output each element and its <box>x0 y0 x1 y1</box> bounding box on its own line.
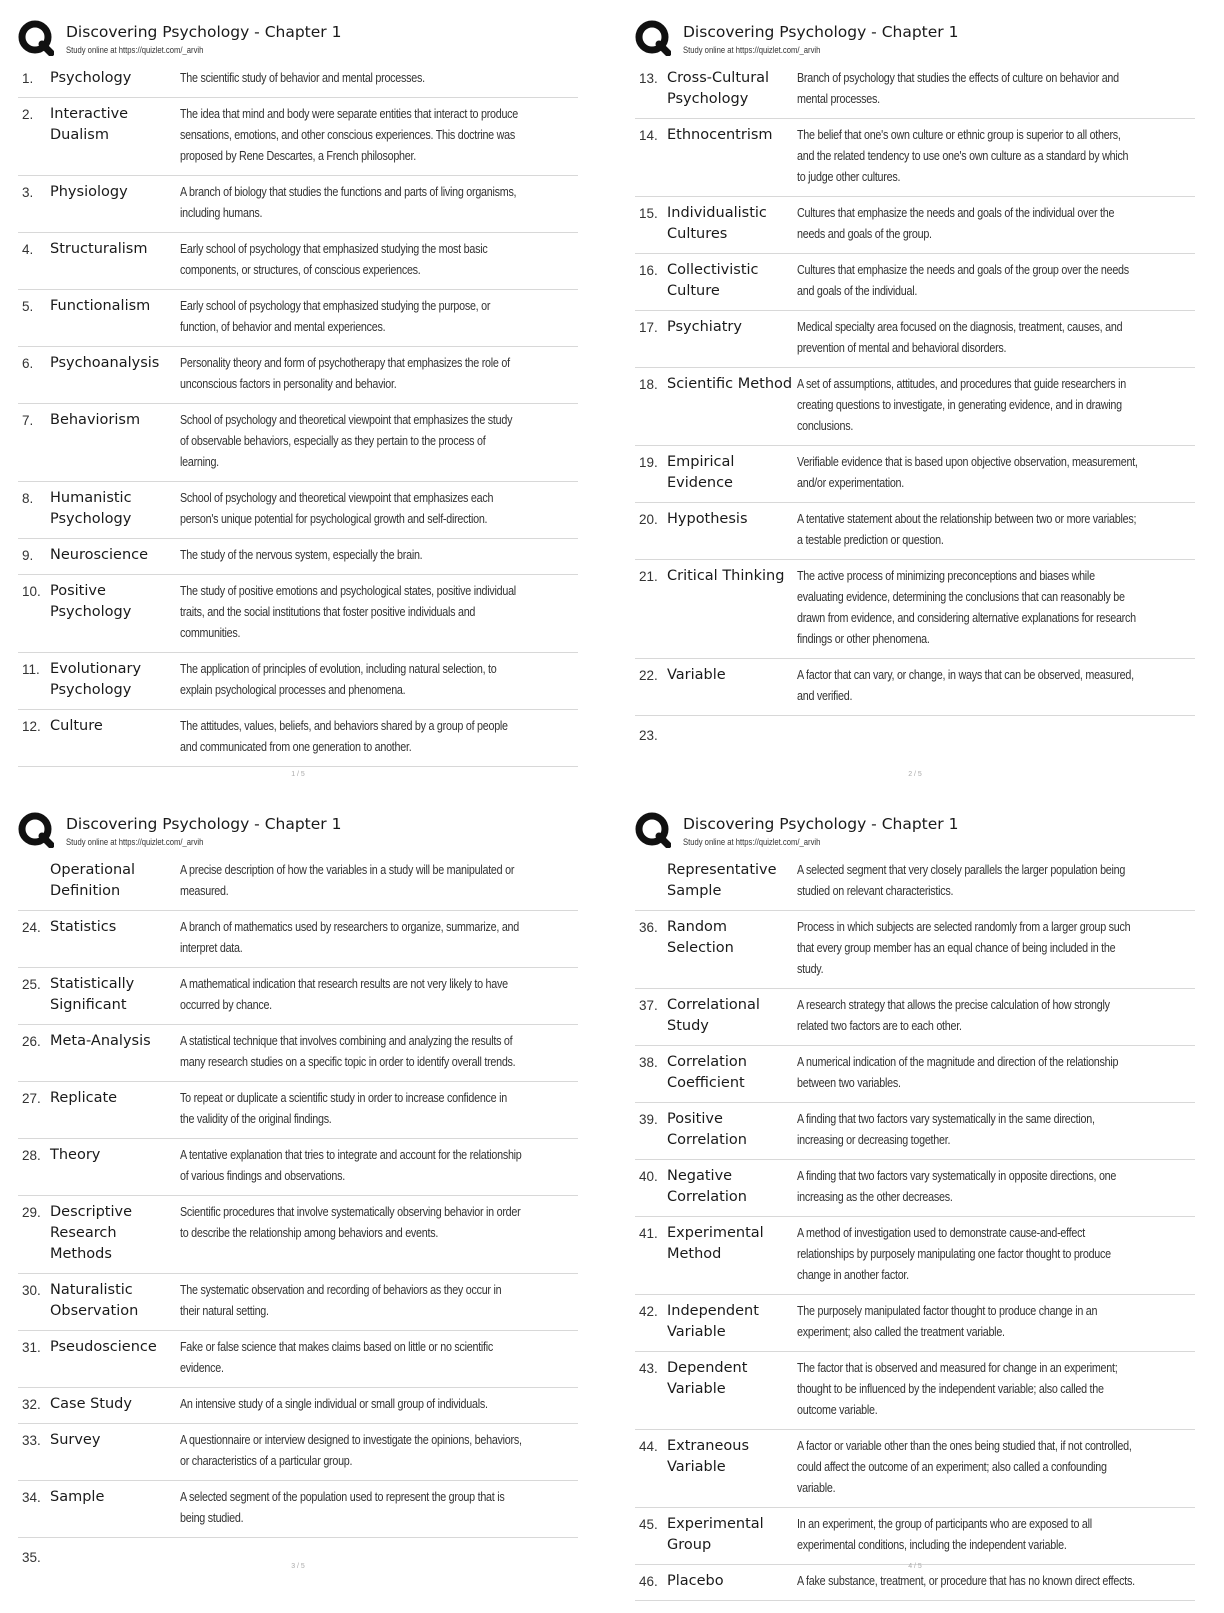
term-text: Functionalism <box>50 298 151 314</box>
term-text: Neuroscience <box>50 547 149 563</box>
term-number: 44. <box>639 1439 658 1454</box>
term-text: Statistics <box>50 919 117 935</box>
term-number: 14. <box>639 128 658 143</box>
quizlet-logo-icon <box>18 20 54 56</box>
term-text: Positive Correlation <box>667 1111 747 1148</box>
definition-text: Process in which subjects are selected randomly from a larger group such that every group member has an equal chance of being included in the study. <box>797 920 1131 976</box>
term-text: Collectivistic Culture <box>667 262 759 299</box>
term-list <box>18 854 578 1538</box>
term-row <box>18 176 578 233</box>
term-text: Individualistic Cultures <box>667 205 767 242</box>
term-number: 41. <box>639 1226 658 1241</box>
term-number: 1. <box>22 71 34 86</box>
term-number: 16. <box>639 263 658 278</box>
term-text: Meta-Analysis <box>50 1033 151 1049</box>
term-number: 40. <box>639 1169 658 1184</box>
page-number: 1 / 5 <box>291 771 305 778</box>
page-number: 4 / 5 <box>908 1563 922 1570</box>
page-header <box>635 18 1195 62</box>
definition-text: A research strategy that allows the precise calculation of how strongly related two factors are to each other. <box>797 998 1110 1033</box>
term-text: Random Selection <box>667 919 734 956</box>
term-number: 29. <box>22 1205 41 1220</box>
trailing-number: 35. <box>22 1550 41 1565</box>
term-text: Cross-Cultural Psychology <box>667 70 770 107</box>
definition-text: To repeat or duplicate a scientific study in order to increase confidence in the validity of the original findings. <box>180 1091 507 1126</box>
term-number: 24. <box>22 920 41 935</box>
term-text: Survey <box>50 1432 101 1448</box>
term-number: 32. <box>22 1397 41 1412</box>
term-row <box>18 1388 578 1424</box>
term-text: Positive Psychology <box>50 583 132 620</box>
study-online-link[interactable]: Study online at https://quizlet.com/_arvih <box>66 45 204 55</box>
quizlet-logo-icon <box>635 20 671 56</box>
definition-text: The attitudes, values, beliefs, and behaviors shared by a group of people and communicated from one generation to another. <box>180 719 508 754</box>
term-number: 45. <box>639 1517 658 1532</box>
term-row <box>18 347 578 404</box>
term-row <box>18 968 578 1025</box>
definition-text: The idea that mind and body were separate entities that interact to produce sensations, emotions, and other conscious experiences. This doctrine was proposed by Rene Descartes, a French philosopher. <box>180 107 519 163</box>
term-number: 39. <box>639 1112 658 1127</box>
term-text: Physiology <box>50 184 128 200</box>
term-row <box>18 404 578 482</box>
term-text: Operational Definition <box>50 862 136 899</box>
definition-text: A factor or variable other than the ones being studied that, if not controlled, could affect the outcome of an experiment; also called a confounding variable. <box>797 1439 1132 1495</box>
page-title: Discovering Psychology - Chapter 1 <box>66 815 342 833</box>
term-row <box>635 1103 1195 1160</box>
definition-text: Cultures that emphasize the needs and goals of the group over the needs and goals of the individual. <box>797 263 1129 298</box>
definition-text: Fake or false science that makes claims based on little or no scientific evidence. <box>180 1340 494 1375</box>
term-text: Structuralism <box>50 241 148 257</box>
page-header <box>18 810 578 854</box>
term-number: 42. <box>639 1304 658 1319</box>
definition-text: A set of assumptions, attitudes, and procedures that guide researchers in creating questions to investigate, in generating evidence, and in drawing conclusions. <box>797 377 1126 433</box>
term-number: 22. <box>639 668 658 683</box>
term-number: 13. <box>639 71 658 86</box>
definition-text: Early school of psychology that emphasized studying the most basic components, or structures, of conscious experiences. <box>180 242 488 277</box>
term-number: 34. <box>22 1490 41 1505</box>
term-row <box>18 911 578 968</box>
term-text: Experimental Method <box>667 1225 764 1262</box>
term-row <box>635 1046 1195 1103</box>
term-row <box>18 233 578 290</box>
term-text: Placebo <box>667 1573 724 1589</box>
term-row <box>635 1352 1195 1430</box>
term-number: 43. <box>639 1361 658 1376</box>
term-text: Naturalistic Observation <box>50 1282 139 1319</box>
term-row <box>635 254 1195 311</box>
definition-text: A factor that can vary, or change, in ways that can be observed, measured, and verified. <box>797 668 1134 703</box>
page-number: 2 / 5 <box>908 771 922 778</box>
definition-text: In an experiment, the group of participants who are exposed to all experimental conditions, including the independent variable. <box>797 1517 1092 1552</box>
term-text: Psychology <box>50 70 132 86</box>
term-text: Correlational Study <box>667 997 760 1034</box>
definition-text: A selected segment of the population used to represent the group that is being studied. <box>180 1490 505 1525</box>
definition-text: Cultures that emphasize the needs and goals of the individual over the needs and goals of the group. <box>797 206 1115 241</box>
term-row <box>635 659 1195 716</box>
term-row <box>635 911 1195 989</box>
term-text: Replicate <box>50 1090 118 1106</box>
term-number: 46. <box>639 1574 658 1589</box>
term-number: 21. <box>639 569 658 584</box>
term-number: 9. <box>22 548 34 563</box>
term-list <box>635 62 1195 716</box>
page-title: Discovering Psychology - Chapter 1 <box>683 815 959 833</box>
page-header <box>635 810 1195 854</box>
term-row <box>18 1331 578 1388</box>
definition-text: The scientific study of behavior and mental processes. <box>180 71 425 85</box>
definition-text: A statistical technique that involves combining and analyzing the results of many research studies on a specific topic in order to identify overall trends. <box>180 1034 516 1069</box>
term-text: Experimental Group <box>667 1516 764 1553</box>
term-text: Behaviorism <box>50 412 141 428</box>
term-text: Correlation Coefficient <box>667 1054 747 1091</box>
definition-text: A method of investigation used to demonstrate cause-and-effect relationships by purposely manipulating one factor thought to produce change in another factor. <box>797 1226 1111 1282</box>
study-online-link[interactable]: Study online at https://quizlet.com/_arvih <box>66 837 204 847</box>
term-number: 8. <box>22 491 34 506</box>
term-row <box>18 539 578 575</box>
term-text: Pseudoscience <box>50 1339 157 1355</box>
term-row <box>635 1565 1195 1601</box>
term-number: 33. <box>22 1433 41 1448</box>
term-text: Ethnocentrism <box>667 127 773 143</box>
term-row <box>18 1481 578 1538</box>
term-number: 5. <box>22 299 34 314</box>
term-number: 38. <box>639 1055 658 1070</box>
term-text: Descriptive Research Methods <box>50 1204 133 1262</box>
term-row <box>18 653 578 710</box>
term-number: 36. <box>639 920 658 935</box>
term-row <box>18 1025 578 1082</box>
definition-text: The study of positive emotions and psychological states, positive individual traits, and the social institutions that foster positive individuals and communities. <box>180 584 516 640</box>
term-row <box>635 1430 1195 1508</box>
definition-text: A questionnaire or interview designed to investigate the opinions, behaviors, or characteristics of a particular group. <box>180 1433 522 1468</box>
definition-text: The study of the nervous system, especially the brain. <box>180 548 423 562</box>
term-row <box>18 1274 578 1331</box>
term-number: 18. <box>639 377 658 392</box>
study-online-link[interactable]: Study online at https://quizlet.com/_arvih <box>683 837 821 847</box>
term-row <box>18 710 578 767</box>
definition-text: Branch of psychology that studies the effects of culture on behavior and mental processes. <box>797 71 1119 106</box>
term-number: 10. <box>22 584 41 599</box>
page-number: 3 / 5 <box>291 1563 305 1570</box>
definition-text: School of psychology and theoretical viewpoint that emphasizes the study of observable behaviors, especially as they pertain to the process of learning. <box>180 413 513 469</box>
definition-text: Medical specialty area focused on the diagnosis, treatment, causes, and prevention of mental and behavioral disorders. <box>797 320 1123 355</box>
term-row <box>18 482 578 539</box>
definition-text: The factor that is observed and measured for change in an experiment; thought to be influenced by the independent variable; also called the outcome variable. <box>797 1361 1118 1417</box>
definition-text: A branch of mathematics used by researchers to organize, summarize, and interpret data. <box>180 920 520 955</box>
term-row <box>635 1217 1195 1295</box>
term-text: Case Study <box>50 1396 132 1412</box>
term-text: Theory <box>50 1147 101 1163</box>
trailing-number: 23. <box>639 728 658 743</box>
term-row <box>635 197 1195 254</box>
term-text: Psychiatry <box>667 319 742 335</box>
term-text: Extraneous Variable <box>667 1438 750 1475</box>
term-number: 3. <box>22 185 34 200</box>
term-number: 25. <box>22 977 41 992</box>
page-title: Discovering Psychology - Chapter 1 <box>683 23 959 41</box>
definition-text: Verifiable evidence that is based upon objective observation, measurement, and/or experimentation. <box>797 455 1138 490</box>
term-text: Critical Thinking <box>667 568 785 584</box>
term-row <box>18 1139 578 1196</box>
term-row <box>635 311 1195 368</box>
quizlet-logo-icon <box>18 812 54 848</box>
term-text: Humanistic Psychology <box>50 490 132 527</box>
definition-text: The systematic observation and recording of behaviors as they occur in their natural setting. <box>180 1283 502 1318</box>
term-number: 17. <box>639 320 658 335</box>
term-number: 30. <box>22 1283 41 1298</box>
term-number: 31. <box>22 1340 41 1355</box>
term-text: Independent Variable <box>667 1303 759 1340</box>
term-text: Dependent Variable <box>667 1360 748 1397</box>
term-number: 2. <box>22 107 34 122</box>
definition-text: School of psychology and theoretical viewpoint that emphasizes each person's unique potential for psychological growth and self-direction. <box>180 491 494 526</box>
term-text: Statistically Significant <box>50 976 135 1013</box>
term-row <box>635 854 1195 911</box>
term-row <box>18 1424 578 1481</box>
definition-text: A tentative statement about the relationship between two or more variables; a testable prediction or question. <box>797 512 1137 547</box>
term-number: 4. <box>22 242 34 257</box>
term-number: 6. <box>22 356 34 371</box>
definition-text: The purposely manipulated factor thought to produce change in an experiment; also called the treatment variable. <box>797 1304 1098 1339</box>
term-row <box>635 1295 1195 1352</box>
definition-text: An intensive study of a single individual or small group of individuals. <box>180 1397 488 1411</box>
term-text: Culture <box>50 718 103 734</box>
definition-text: A selected segment that very closely parallels the larger population being studied on relevant characteristics. <box>797 863 1126 898</box>
term-list <box>635 854 1195 1601</box>
term-row <box>635 989 1195 1046</box>
term-row <box>18 575 578 653</box>
term-row <box>18 1082 578 1139</box>
term-row <box>18 62 578 98</box>
page-header <box>18 18 578 62</box>
definition-text: A numerical indication of the magnitude and direction of the relationship between two variables. <box>797 1055 1119 1090</box>
study-online-link[interactable]: Study online at https://quizlet.com/_arvih <box>683 45 821 55</box>
term-row <box>635 368 1195 446</box>
page-2 <box>635 18 1195 778</box>
term-row <box>635 446 1195 503</box>
term-row <box>635 503 1195 560</box>
definition-text: A finding that two factors vary systematically in the same direction, increasing or decreasing together. <box>797 1112 1095 1147</box>
term-row <box>635 119 1195 197</box>
definition-text: Early school of psychology that emphasized studying the purpose, or function, of behavior and mental experiences. <box>180 299 491 334</box>
term-row <box>635 62 1195 119</box>
term-text: Negative Correlation <box>667 1168 747 1205</box>
definition-text: The active process of minimizing preconceptions and biases while evaluating evidence, determining the conclusions that can reasonably be drawn from evidence, and considering alternative explanations for research findings or other phenomena. <box>797 569 1136 646</box>
definition-text: Personality theory and form of psychotherapy that emphasizes the role of unconscious factors in personality and behavior. <box>180 356 510 391</box>
page-title: Discovering Psychology - Chapter 1 <box>66 23 342 41</box>
term-row <box>18 290 578 347</box>
definition-text: Scientific procedures that involve systematically observing behavior in order to describe the relationship among behaviors and events. <box>180 1205 521 1240</box>
page-3 <box>18 810 578 1570</box>
term-text: Representative Sample <box>667 862 777 899</box>
term-number: 19. <box>639 455 658 470</box>
term-number: 11. <box>22 662 40 677</box>
term-number: 37. <box>639 998 658 1013</box>
term-text: Psychoanalysis <box>50 355 160 371</box>
term-row <box>635 1160 1195 1217</box>
term-row <box>635 560 1195 659</box>
definition-text: A tentative explanation that tries to integrate and account for the relationship of various findings and observations. <box>180 1148 522 1183</box>
trailing-number <box>635 1601 1195 1613</box>
term-number: 20. <box>639 512 658 527</box>
term-row <box>18 98 578 176</box>
term-text: Hypothesis <box>667 511 748 527</box>
page-1 <box>18 18 578 778</box>
term-text: Scientific Method <box>667 376 793 392</box>
term-number: 27. <box>22 1091 41 1106</box>
term-row <box>18 1196 578 1274</box>
quizlet-logo-icon <box>635 812 671 848</box>
term-list <box>18 62 578 767</box>
term-text: Empirical Evidence <box>667 454 735 491</box>
definition-text: A finding that two factors vary systematically in opposite directions, one increasing as the other decreases. <box>797 1169 1117 1204</box>
term-number: 7. <box>22 413 34 428</box>
term-text: Evolutionary Psychology <box>50 661 142 698</box>
term-row <box>18 854 578 911</box>
term-text: Sample <box>50 1489 105 1505</box>
definition-text: A fake substance, treatment, or procedure that has no known direct effects. <box>797 1574 1135 1588</box>
term-number: 28. <box>22 1148 41 1163</box>
term-text: Variable <box>667 667 726 683</box>
term-number: 15. <box>639 206 658 221</box>
definition-text: A branch of biology that studies the functions and parts of living organisms, including humans. <box>180 185 517 220</box>
term-row <box>635 1508 1195 1565</box>
definition-text: The belief that one's own culture or ethnic group is superior to all others, and the related tendency to use one's own culture as a standard by which to judge other cultures. <box>797 128 1129 184</box>
definition-text: A mathematical indication that research results are not very likely to have occurred by chance. <box>180 977 508 1012</box>
definition-text: A precise description of how the variables in a study will be manipulated or measured. <box>180 863 515 898</box>
page-4 <box>635 810 1195 1589</box>
definition-text: The application of principles of evolution, including natural selection, to explain psychological processes and phenomena. <box>180 662 497 697</box>
term-number: 26. <box>22 1034 41 1049</box>
term-number: 12. <box>22 719 41 734</box>
term-text: Interactive Dualism <box>50 106 129 143</box>
